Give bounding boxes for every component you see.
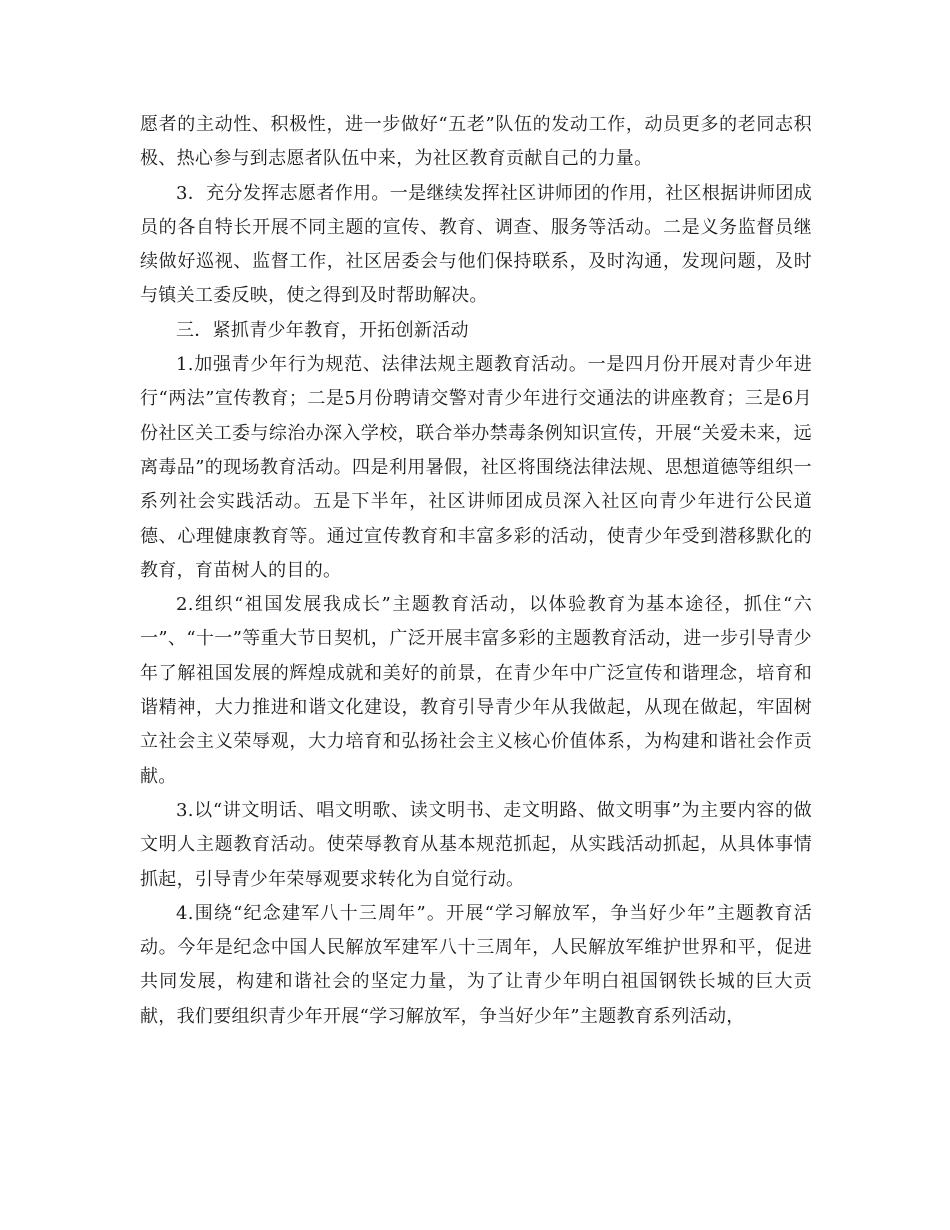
paragraph-army-anniversary: 4.围绕“纪念建军八十三周年”。开展“学习解放军，争当好少年”主题教育活动。今年是纪念中国人民解放军建军八十三周年，人民解放军维护世界和平，促进共同发展，构建和谐社会的坚定力量，为了让青少年明白祖国钢铁长城的巨大贡献，我们要组织青少年开展“学习解放军，争当好少年”主题教育系列活动， [140,902,812,1027]
paragraph-civility-activity: 3.以“讲文明话、唱文明歌、读文明书、走文明路、做文明事”为主要内容的做文明人主题教育活动。使荣辱教育从基本规范抓起，从实践活动抓起，从具体事情抓起，引导青少年荣辱观要求转化为自觉行动。 [140,799,812,890]
paragraph-volunteer-role: 3．充分发挥志愿者作用。一是继续发挥社区讲师团的作用，社区根据讲师团成员的各自特长开展不同主题的宣传、教育、调查、服务等活动。二是义务监督员继续做好巡视、监督工作，社区居委会与他们保持联系，及时沟通，发现问题，及时与镇关工委反映，使之得到及时帮助解决。 [140,182,812,307]
paragraph-law-education: 1.加强青少年行为规范、法律法规主题教育活动。一是四月份开展对青少年进行“两法”宣传教育；二是5月份聘请交警对青少年进行交通法的讲座教育；三是6月份社区关工委与综治办深入学校，联合举办禁毒条例知识宣传，开展“关爱未来，远离毒品”的现场教育活动。四是利用暑假，社区将围绕法律法规、思想道德等组织一系列社会实践活动。五是下半年，社区讲师团成员深入社区向青少年进行公民道德、心理健康教育等。通过宣传教育和丰富多彩的活动，使青少年受到潜移默化的教育，育苗树人的目的。 [140,354,812,581]
paragraph-motherland-activity: 2.组织“祖国发展我成长”主题教育活动，以体验教育为基本途径，抓住“六一”、“十一”等重大节日契机，广泛开展丰富多彩的主题教育活动，进一步引导青少年了解祖国发展的辉煌成就和美好的前景，在青少年中广泛宣传和谐理念，培育和谐精神，大力推进和谐文化建设，教育引导青少年从我做起，从现在做起，牢固树立社会主义荣辱观，大力培育和弘扬社会主义核心价值体系，为构建和谐社会作贡献。 [140,594,812,787]
document-body [140,108,812,1034]
paragraph-continuation: 愿者的主动性、积极性，进一步做好“五老”队伍的发动工作，动员更多的老同志积极、热心参与到志愿者队伍中来，为社区教育贡献自己的力量。 [140,114,812,170]
section-heading-youth-education: 三．紧抓青少年教育，开拓创新活动 [176,319,469,341]
